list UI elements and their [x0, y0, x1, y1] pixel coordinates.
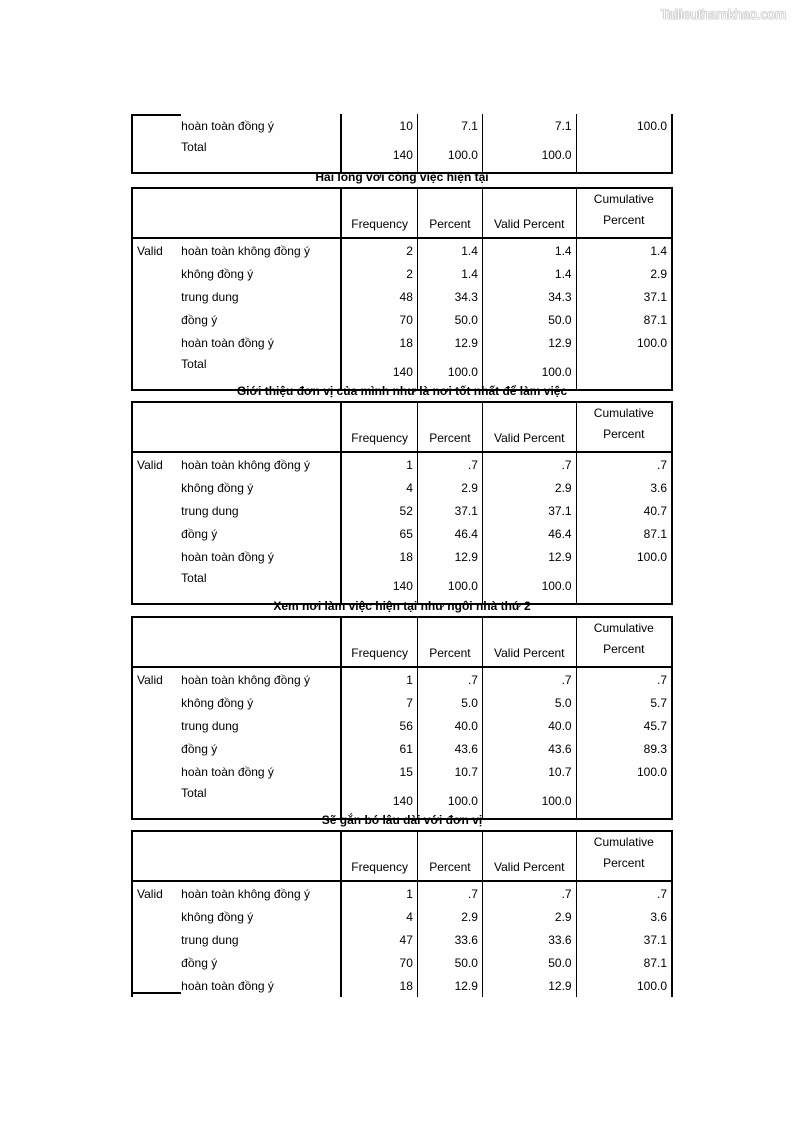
header-frequency: Frequency [341, 402, 417, 452]
row-label: không đồng ý [177, 691, 341, 714]
frequency-cell: 4 [341, 905, 417, 928]
header-frequency: Frequency [341, 617, 417, 667]
frequency-cell: 140 [341, 783, 417, 819]
row-label: không đồng ý [177, 905, 341, 928]
header-percent: Percent [417, 831, 482, 881]
frequency-cell: 140 [341, 568, 417, 604]
frequency-cell: 52 [341, 499, 417, 522]
percent-cell: 37.1 [417, 499, 482, 522]
frequency-cell: 61 [341, 737, 417, 760]
row-label: không đồng ý [177, 262, 341, 285]
cumulative-cell: .7 [656, 886, 667, 901]
table-row [132, 238, 672, 262]
frequency-cell: 70 [341, 951, 417, 974]
cumulative-cell: 87.1 [643, 312, 667, 327]
table-row [132, 974, 672, 997]
percent-cell: 50.0 [417, 308, 482, 331]
valid-percent-cell: 46.4 [482, 522, 576, 545]
total-label: Total [177, 354, 341, 390]
watermark: Tailieuthamkhao.com [660, 6, 786, 22]
percent-cell: 10.7 [417, 760, 482, 783]
frequency-cell: 4 [341, 476, 417, 499]
valid-percent-cell: 100.0 [482, 568, 576, 604]
total-label: Total [177, 137, 341, 173]
percent-cell: 43.6 [417, 737, 482, 760]
percent-cell: 34.3 [417, 285, 482, 308]
row-label: hoàn toàn không đồng ý [177, 452, 341, 476]
row-label: trung dung [177, 928, 341, 951]
valid-percent-cell: 43.6 [482, 737, 576, 760]
table-row [132, 452, 672, 476]
cumulative-cell: 1.4 [650, 243, 667, 258]
header-cumulative: Cumulative Percent [576, 188, 672, 238]
header-valid-percent: Valid Percent [482, 831, 576, 881]
header-frequency: Frequency [341, 831, 417, 881]
table-row [132, 667, 672, 691]
valid-percent-cell: 50.0 [482, 308, 576, 331]
cumulative-cell: 89.3 [643, 741, 667, 756]
header-valid-percent: Valid Percent [482, 617, 576, 667]
row-label: trung dung [177, 714, 341, 737]
cumulative-cell: 100.0 [636, 549, 667, 564]
percent-cell: .7 [417, 452, 482, 476]
valid-percent-cell: 5.0 [482, 691, 576, 714]
valid-label: Valid [137, 672, 163, 687]
header-row [132, 831, 672, 881]
frequency-cell: 48 [341, 285, 417, 308]
header-percent: Percent [417, 188, 482, 238]
cumulative-cell: 100.0 [636, 335, 667, 350]
cumulative-cell: 3.6 [650, 909, 667, 924]
table-row [132, 285, 672, 308]
row-label: hoàn toàn đồng ý [177, 760, 341, 783]
cumulative-cell: 2.9 [650, 266, 667, 281]
cumulative-cell: .7 [656, 457, 667, 472]
table-title: Hài lòng với công việc hiện tại [315, 170, 489, 184]
frequency-cell: 56 [341, 714, 417, 737]
cumulative-cell: 100.0 [636, 764, 667, 779]
frequency-cell: 7 [341, 691, 417, 714]
valid-percent-cell: 12.9 [482, 974, 576, 997]
table-row [132, 928, 672, 951]
header-cumulative: Cumulative Percent [576, 617, 672, 667]
valid-percent-cell: 33.6 [482, 928, 576, 951]
table-row [132, 476, 672, 499]
valid-percent-cell: 10.7 [482, 760, 576, 783]
table-row [132, 760, 672, 783]
row-label: đồng ý [177, 522, 341, 545]
row-label: hoàn toàn không đồng ý [177, 238, 341, 262]
header-row [132, 188, 672, 238]
percent-cell: 46.4 [417, 522, 482, 545]
header-row [132, 617, 672, 667]
valid-percent-cell: 12.9 [482, 331, 576, 354]
table-row [132, 737, 672, 760]
row-label: không đồng ý [177, 476, 341, 499]
header-percent: Percent [417, 617, 482, 667]
cumulative-cell: 37.1 [643, 932, 667, 947]
cumulative-cell: 87.1 [643, 526, 667, 541]
cumulative-cell: 37.1 [643, 289, 667, 304]
frequency-cell: 2 [341, 238, 417, 262]
frequency-cell: 1 [341, 452, 417, 476]
percent-cell: 50.0 [417, 951, 482, 974]
table-row [132, 905, 672, 928]
percent-cell: 40.0 [417, 714, 482, 737]
table-row [132, 545, 672, 568]
row-label: đồng ý [177, 951, 341, 974]
table-title: Giới thiệu đơn vị của mình như là nơi tốt nhất để làm việc [236, 384, 568, 398]
header-frequency: Frequency [341, 188, 417, 238]
frequency-cell: 140 [341, 137, 417, 173]
valid-label: Valid [137, 457, 163, 472]
frequency-cell: 10 [341, 114, 417, 137]
table-row [132, 951, 672, 974]
cumulative-cell: 40.7 [643, 503, 667, 518]
frequency-cell: 65 [341, 522, 417, 545]
valid-percent-cell: 40.0 [482, 714, 576, 737]
frequency-cell: 70 [341, 308, 417, 331]
valid-percent-cell: 2.9 [482, 476, 576, 499]
valid-percent-cell: .7 [482, 881, 576, 905]
frequency-table-4 [131, 810, 673, 997]
row-label: hoàn toàn đồng ý [177, 545, 341, 568]
valid-percent-cell: 100.0 [482, 354, 576, 390]
table-row [132, 522, 672, 545]
valid-percent-cell: .7 [482, 452, 576, 476]
cumulative-cell: 100.0 [636, 118, 667, 133]
cumulative-cell: 3.6 [650, 480, 667, 495]
frequency-table-3 [131, 596, 673, 820]
frequency-table-2 [131, 381, 673, 605]
percent-cell: .7 [417, 881, 482, 905]
percent-cell: 12.9 [417, 545, 482, 568]
percent-cell: 1.4 [417, 238, 482, 262]
valid-percent-cell: 100.0 [482, 783, 576, 819]
percent-cell: 7.1 [417, 114, 482, 137]
percent-cell: 33.6 [417, 928, 482, 951]
table-row [132, 114, 672, 137]
valid-label: Valid [137, 243, 163, 258]
valid-percent-cell: 34.3 [482, 285, 576, 308]
percent-cell: 100.0 [417, 783, 482, 819]
percent-cell: 5.0 [417, 691, 482, 714]
total-label: Total [177, 568, 341, 604]
row-label: hoàn toàn không đồng ý [177, 881, 341, 905]
cumulative-cell: .7 [656, 672, 667, 687]
header-row [132, 402, 672, 452]
row-label: hoàn toàn đồng ý [177, 331, 341, 354]
row-label: đồng ý [177, 308, 341, 331]
header-cumulative: Cumulative Percent [576, 831, 672, 881]
valid-label: Valid [137, 886, 163, 901]
table-fragment-top [131, 114, 673, 174]
valid-percent-cell: 2.9 [482, 905, 576, 928]
row-label: trung dung [177, 499, 341, 522]
table-row [132, 308, 672, 331]
frequency-cell: 1 [341, 881, 417, 905]
frequency-cell: 18 [341, 545, 417, 568]
header-percent: Percent [417, 402, 482, 452]
table-row [132, 714, 672, 737]
table-row [132, 262, 672, 285]
header-valid-percent: Valid Percent [482, 188, 576, 238]
table-row [132, 691, 672, 714]
frequency-cell: 2 [341, 262, 417, 285]
table-row [132, 331, 672, 354]
frequency-cell: 15 [341, 760, 417, 783]
cumulative-cell: 87.1 [643, 955, 667, 970]
cumulative-cell: 45.7 [643, 718, 667, 733]
row-label: hoàn toàn không đồng ý [177, 667, 341, 691]
frequency-cell: 18 [341, 331, 417, 354]
frequency-cell: 47 [341, 928, 417, 951]
valid-percent-cell: 12.9 [482, 545, 576, 568]
frequency-cell: 1 [341, 667, 417, 691]
percent-cell: 12.9 [417, 974, 482, 997]
row-label: đồng ý [177, 737, 341, 760]
table-title: Sẽ gắn bó lâu dài với đơn vị [321, 813, 483, 827]
table-row [132, 881, 672, 905]
percent-cell: 100.0 [417, 137, 482, 173]
valid-percent-cell: 1.4 [482, 238, 576, 262]
percent-cell: 100.0 [417, 568, 482, 604]
table-row [132, 499, 672, 522]
cumulative-cell: 100.0 [636, 978, 667, 993]
percent-cell: 100.0 [417, 354, 482, 390]
header-cumulative: Cumulative Percent [576, 402, 672, 452]
row-label: hoàn toàn đồng ý [177, 114, 341, 137]
percent-cell: 1.4 [417, 262, 482, 285]
percent-cell: .7 [417, 667, 482, 691]
total-label: Total [177, 783, 341, 819]
row-label: hoàn toàn đồng ý [177, 974, 341, 997]
percent-cell: 12.9 [417, 331, 482, 354]
table-title: Xem nơi làm việc hiện tại như ngôi nhà thứ 2 [273, 599, 531, 613]
valid-percent-cell: 100.0 [482, 137, 576, 173]
frequency-table-1 [131, 167, 673, 391]
frequency-cell: 140 [341, 354, 417, 390]
percent-cell: 2.9 [417, 905, 482, 928]
cumulative-cell: 5.7 [650, 695, 667, 710]
valid-percent-cell: 7.1 [482, 114, 576, 137]
row-label: trung dung [177, 285, 341, 308]
valid-percent-cell: 37.1 [482, 499, 576, 522]
frequency-cell: 18 [341, 974, 417, 997]
valid-percent-cell: .7 [482, 667, 576, 691]
header-valid-percent: Valid Percent [482, 402, 576, 452]
valid-percent-cell: 1.4 [482, 262, 576, 285]
percent-cell: 2.9 [417, 476, 482, 499]
valid-percent-cell: 50.0 [482, 951, 576, 974]
